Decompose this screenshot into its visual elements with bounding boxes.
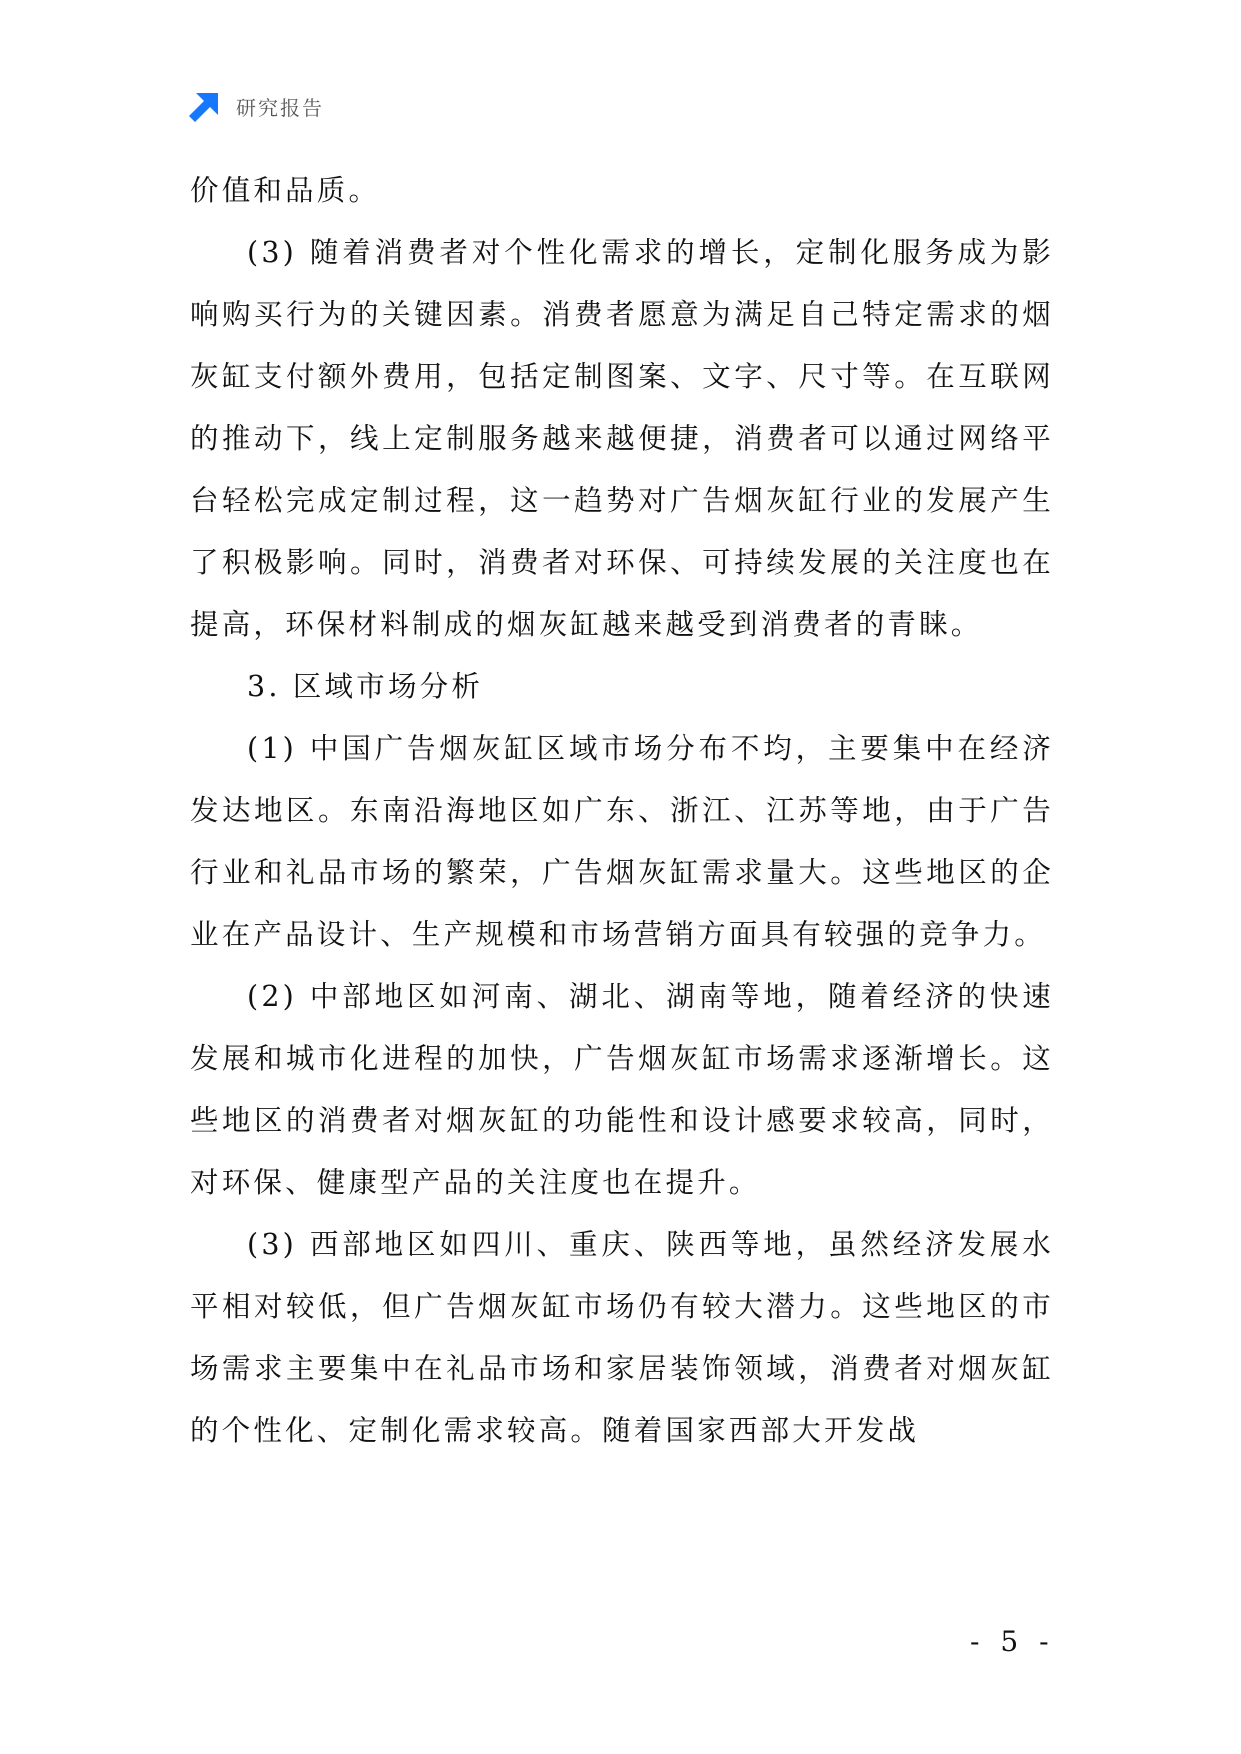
section-heading-regional-market: 3. 区域市场分析 bbox=[247, 670, 484, 703]
document-body bbox=[190, 160, 1054, 1462]
page-header bbox=[188, 88, 324, 124]
paragraph-region-3: (3) 西部地区如四川、重庆、陕西等地，虽然经济发展水平相对较低，但广告烟灰缸市场仍有较大潜力。这些地区的市场需求主要集中在礼品市场和家居装饰领域，消费者对烟灰缸的个性化、定制化需求较高。随着国家西部大开发战 bbox=[190, 1228, 1054, 1447]
paragraph-personalization: (3) 随着消费者对个性化需求的增长，定制化服务成为影响购买行为的关键因素。消费者愿意为满足自己特定需求的烟灰缸支付额外费用，包括定制图案、文字、尺寸等。在互联网的推动下，线上定制服务越来越便捷，消费者可以通过网络平台轻松完成定制过程，这一趋势对广告烟灰缸行业的发展产生了积极影响。同时，消费者对环保、可持续发展的关注度也在提高，环保材料制成的烟灰缸越来越受到消费者的青睐。 bbox=[190, 236, 1054, 641]
paragraph-region-2: (2) 中部地区如河南、湖北、湖南等地，随着经济的快速发展和城市化进程的加快，广告烟灰缸市场需求逐渐增长。这些地区的消费者对烟灰缸的功能性和设计感要求较高，同时，对环保、健康型产品的关注度也在提升。 bbox=[190, 980, 1054, 1199]
page-number: - 5 - bbox=[970, 1625, 1055, 1658]
paragraph-continuation: 价值和品质。 bbox=[190, 174, 381, 207]
header-title: 研究报告 bbox=[236, 95, 324, 120]
paragraph-region-1: (1) 中国广告烟灰缸区域市场分布不均，主要集中在经济发达地区。东南沿海地区如广东、浙江、江苏等地，由于广告行业和礼品市场的繁荣，广告烟灰缸需求量大。这些地区的企业在产品设计、生产规模和市场营销方面具有较强的竞争力。 bbox=[190, 732, 1054, 951]
arrow-up-right-icon bbox=[188, 89, 222, 123]
